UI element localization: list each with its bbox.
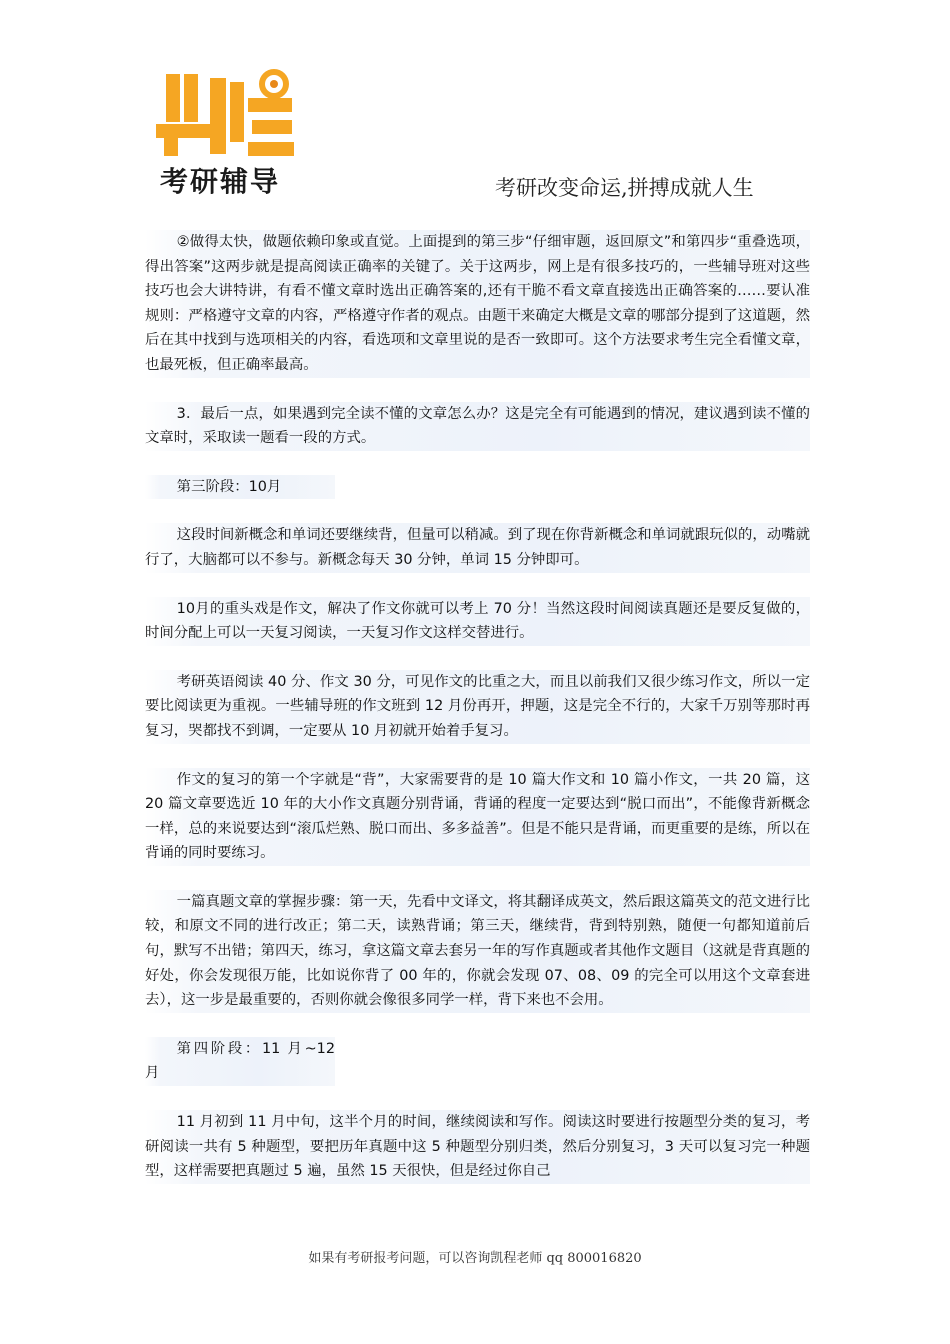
document-body bbox=[145, 230, 810, 1208]
page-header bbox=[0, 0, 950, 210]
kaicheng-logo-icon bbox=[150, 68, 300, 160]
paragraph: 3．最后一点，如果遇到完全读不懂的文章怎么办？这是完全有可能遇到的情况，建议遇到读不懂的文章时，采取读一题看一段的方式。 bbox=[145, 402, 810, 451]
paragraph: 作文的复习的第一个字就是“背”，大家需要背的是 10 篇大作文和 10 篇小作文，一共 20 篇，这 20 篇文章要选近 10 年的大小作文真题分别背诵，背诵的程度一定要达到“脱口而出”，不能像背新概念一样，总的来说要达到“滚瓜烂熟、脱口而出、多多益善”。但是不能只是背诵，而更重要的是练，所以在背诵的同时要练习。 bbox=[145, 768, 810, 866]
paragraph: 11 月初到 11 月中旬，这半个月的时间，继续阅读和写作。阅读这时要进行按题型分类的复习，考研阅读一共有 5 种题型，要把历年真题中这 5 种题型分别归类，然后分别复习，3 天可以复习完一种题型，这样需要把真题过 5 遍，虽然 15 天很快，但是经过你自己 bbox=[145, 1110, 810, 1184]
paragraph: ②做得太快，做题依赖印象或直觉。上面提到的第三步“仔细审题，返回原文”和第四步“重叠选项，得出答案”这两步就是提高阅读正确率的关键了。关于这两步，网上是有很多技巧的，一些辅导班对这些技巧也会大讲特讲，有看不懂文章时选出正确答案的,还有干脆不看文章直接选出正确答案的……要认准规则：严格遵守文章的内容，严格遵守作者的观点。由题干来确定大概是文章的哪部分提到了这道题，然后在其中找到与选项相关的内容，看选项和文章里说的是否一致即可。这个方法要求考生完全看懂文章，也最死板，但正确率最高。 bbox=[145, 230, 810, 378]
paragraph: 10月的重头戏是作文，解决了作文你就可以考上 70 分！当然这段时间阅读真题还是要反复做的，时间分配上可以一天复习阅读，一天复习作文这样交替进行。 bbox=[145, 597, 810, 646]
page-footer: 如果有考研报考问题，可以咨询凯程老师 qq 800016820 bbox=[308, 1251, 642, 1266]
paragraph: 考研英语阅读 40 分、作文 30 分，可见作文的比重之大，而且以前我们又很少练习作文，所以一定要比阅读更为重视。一些辅导班的作文班到 12 月份再开，押题，这是完全不行的，大家千万别等那时再复习，哭都找不到调，一定要从 10 月初就开始着手复习。 bbox=[145, 670, 810, 744]
logo bbox=[150, 68, 310, 198]
paragraph: 一篇真题文章的掌握步骤：第一天，先看中文译文，将其翻译成英文，然后跟这篇英文的范文进行比较，和原文不同的进行改正；第二天，读熟背诵；第三天，继续背，背到特别熟，随便一句都知道前后句，默写不出错；第四天，练习，拿这篇文章去套另一年的写作真题或者其他作文题目（这就是背真题的好处，你会发现很万能，比如说你背了 00 年的，你就会发现 07、08、09 的完全可以用这个文章套进去），这一步是最重要的，否则你就会像很多同学一样，背下来也不会用。 bbox=[145, 890, 810, 1013]
logo-subtitle: 考研辅导 bbox=[160, 165, 281, 198]
paragraph: 这段时间新概念和单词还要继续背，但量可以稍减。到了现在你背新概念和单词就跟玩似的，动嘴就行了，大脑都可以不参与。新概念每天 30 分钟，单词 15 分钟即可。 bbox=[145, 523, 810, 572]
section-heading: 第四阶段：11 月~12 月 bbox=[145, 1037, 335, 1086]
slogan: 考研改变命运,拼搏成就人生 bbox=[495, 176, 754, 200]
section-heading: 第三阶段：10月 bbox=[145, 475, 335, 500]
